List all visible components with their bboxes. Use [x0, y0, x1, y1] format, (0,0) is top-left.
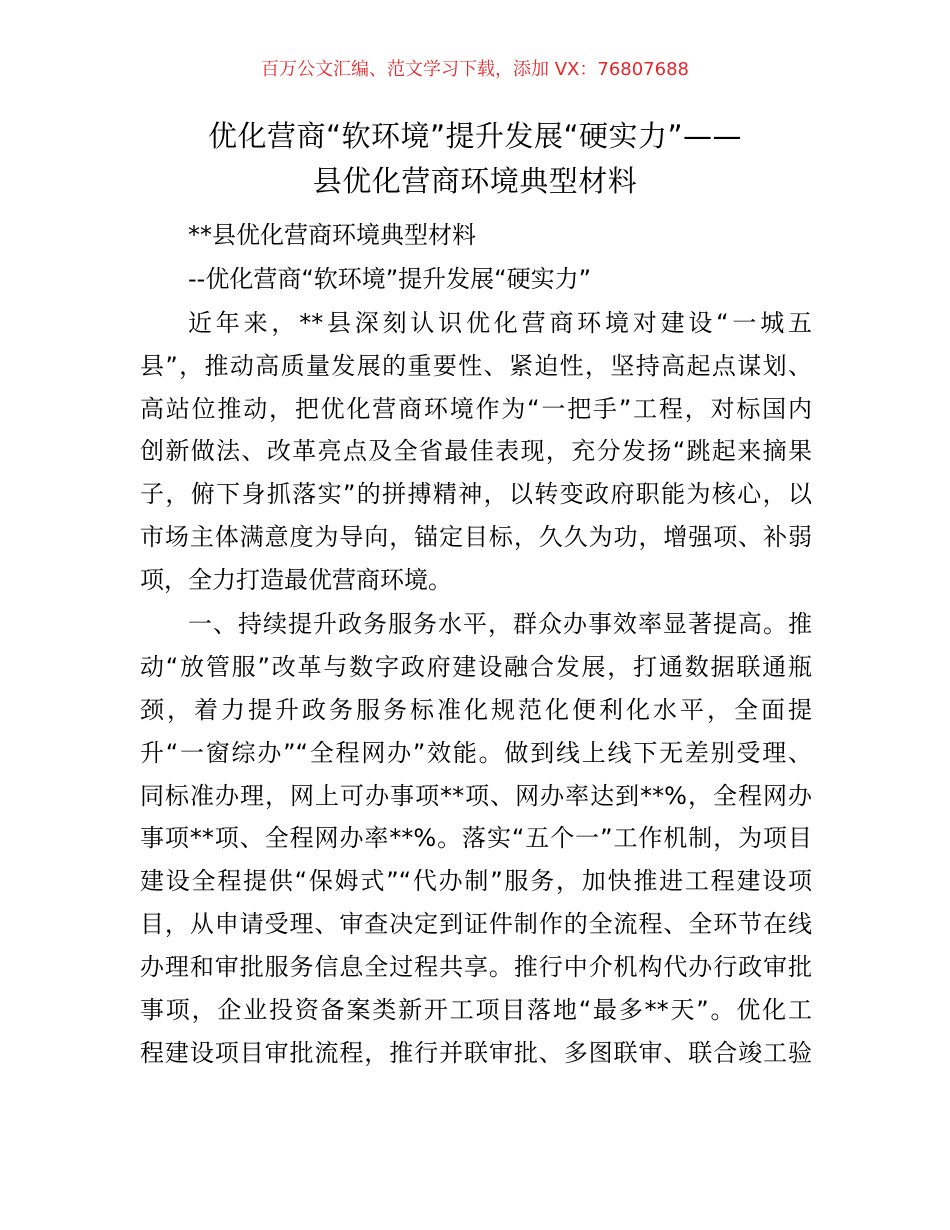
paragraph-line: 市场主体满意度为导向，锚定目标，久久为功，增强项、补弱 — [140, 523, 812, 552]
paragraph-line: 事项，企业投资备案类新开工项目落地“最多**天”。优化工 — [140, 996, 812, 1025]
paragraph-2 — [140, 603, 812, 1075]
document-title — [140, 114, 810, 204]
title-line-1: 优化营商“软环境”提升发展“硬实力”—— — [207, 119, 743, 153]
paragraph-line: 升“一窗综办”“全程网办”效能。做到线上线下无差别受理、 — [140, 738, 812, 767]
subtitle-1: **县优化营商环境典型材料 — [188, 221, 476, 249]
paragraph-line: 动“放管服”改革与数字政府建设融合发展，打通数据联通瓶 — [140, 652, 812, 681]
document-body — [140, 214, 812, 1075]
paragraph-line: 颈，着力提升政务服务标准化规范化便利化水平，全面提 — [140, 695, 812, 724]
header-watermark-note: 百万公文汇编、范文学习下载，添加 VX：76807688 — [261, 59, 689, 80]
paragraph-line: 同标准办理，网上可办事项**项、网办率达到**%，全程网办 — [140, 781, 812, 810]
paragraph-line: 创新做法、改革亮点及全省最佳表现，充分发扬“跳起来摘果 — [140, 437, 812, 466]
paragraph-line: 一、持续提升政务服务水平，群众办事效率显著提高。推 — [188, 610, 812, 639]
paragraph-line: 建设全程提供“保姆式”“代办制”服务，加快推进工程建设项 — [140, 867, 812, 896]
subtitle-2: --优化营商“软环境”提升发展“硬实力” — [188, 264, 592, 293]
paragraph-line: 事项**项、全程网办率**%。落实“五个一”工作机制，为项目 — [140, 824, 812, 853]
paragraph-line: 子，俯下身抓落实”的拼搏精神，以转变政府职能为核心，以 — [140, 480, 812, 509]
paragraph-line: 程建设项目审批流程，推行并联审批、多图联审、联合竣工验 — [140, 1038, 812, 1067]
paragraph-line: 办理和审批服务信息全过程共享。推行中介机构代办行政审批 — [140, 953, 812, 982]
paragraph-line: 高站位推动，把优化营商环境作为“一把手”工程，对标国内 — [140, 394, 812, 423]
paragraph-line: 县”，推动高质量发展的重要性、紧迫性，坚持高起点谋划、 — [140, 351, 812, 380]
paragraph-line: 近年来，**县深刻认识优化营商环境对建设“一城五 — [188, 308, 812, 337]
paragraph-line: 目，从申请受理、审查决定到证件制作的全流程、全环节在线 — [140, 910, 812, 939]
title-line-2: 县优化营商环境典型材料 — [312, 164, 638, 198]
paragraph-1 — [140, 302, 812, 602]
paragraph-line: 项，全力打造最优营商环境。 — [140, 566, 452, 595]
